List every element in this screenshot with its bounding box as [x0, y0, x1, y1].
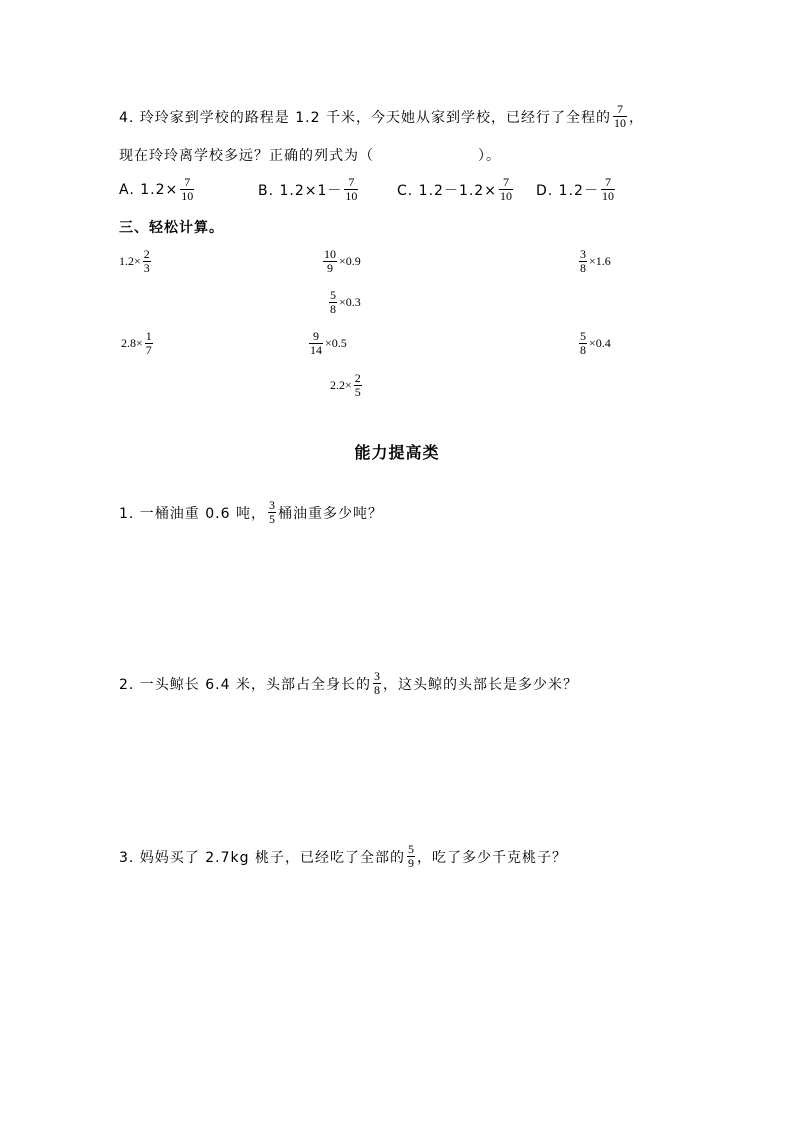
q4-option-c[interactable]: [397, 176, 515, 203]
calc-fraction: [143, 248, 151, 275]
fraction-denominator: 8: [373, 683, 380, 697]
ability-question-3: [119, 843, 567, 870]
fraction-denominator: 10: [181, 189, 194, 203]
calc-fraction: [323, 248, 337, 275]
q4-option-a[interactable]: [119, 176, 196, 203]
fraction-numerator: 2: [354, 371, 361, 385]
question-fraction: [268, 499, 276, 526]
q4-line1: [119, 103, 644, 130]
fraction-denominator: 5: [354, 385, 361, 399]
q4-option-d[interactable]: [536, 176, 617, 203]
question-text-end: ，这头鲸的头部长是多少米？: [382, 676, 578, 693]
fraction-denominator: 5: [268, 512, 275, 526]
fraction-denominator: 8: [330, 302, 336, 316]
calc-item-3: [577, 248, 611, 275]
option-fraction: [344, 176, 358, 203]
fraction-numerator: 9: [313, 329, 319, 343]
option-label: D. 1.2－: [536, 182, 599, 199]
option-fraction: [601, 176, 615, 203]
fraction-denominator: 10: [345, 189, 358, 203]
fraction-numerator: 5: [407, 842, 414, 856]
fraction-numerator: 2: [143, 247, 150, 261]
calc-fraction: [309, 330, 323, 357]
calc-prefix: 1.2×: [119, 254, 141, 268]
option-label: C. 1.2－1.2×: [397, 182, 497, 199]
q4-line1-text: 4. 玲玲家到学校的路程是 1.2 千米，今天她从家到学校，已经行了全程的: [119, 109, 611, 126]
question-text: 3. 妈妈买了 2.7kg 桃子，已经吃了全部的: [119, 849, 405, 866]
fraction-denominator: 10: [613, 116, 626, 130]
question-text-end: 桶油重多少吨？: [277, 505, 383, 522]
calc-fraction: [354, 372, 362, 399]
q4-line2: [119, 145, 501, 165]
option-fraction: [180, 176, 194, 203]
fraction-numerator: 1: [145, 329, 152, 343]
calc-fraction: [329, 289, 337, 316]
fraction-numerator: 7: [184, 175, 191, 189]
question-fraction: [407, 843, 415, 870]
calc-suffix: ×1.6: [589, 254, 611, 268]
fraction-denominator: 3: [143, 261, 150, 275]
fraction-denominator: 8: [580, 261, 586, 275]
fraction-denominator: 8: [580, 343, 586, 357]
calc-suffix: ×0.3: [339, 295, 361, 309]
ability-question-1: [119, 499, 383, 526]
fraction-denominator: 7: [145, 343, 152, 357]
fraction-numerator: 3: [580, 247, 586, 261]
calc-item-6: [307, 330, 347, 357]
calc-item-7: [577, 330, 611, 357]
section3-heading: 三、轻松计算。: [119, 220, 224, 236]
calc-fraction: [579, 330, 587, 357]
calc-item-2: [321, 248, 361, 275]
calc-item-4: [327, 289, 361, 316]
ability-title-row: [0, 440, 794, 463]
fraction-numerator: 5: [330, 288, 336, 302]
calc-suffix: ×0.9: [339, 254, 361, 268]
fraction-numerator: 7: [348, 175, 355, 189]
fraction-numerator: 3: [268, 498, 275, 512]
fraction-denominator: 14: [310, 343, 322, 357]
question-text-end: ，吃了多少千克桃子？: [416, 849, 567, 866]
fraction-denominator: 9: [327, 261, 333, 275]
option-label: A. 1.2×: [119, 181, 179, 198]
q4-option-b[interactable]: [258, 176, 360, 203]
fraction-denominator: 10: [499, 189, 512, 203]
option-fraction: [499, 176, 513, 203]
question-fraction: [373, 670, 381, 697]
fraction-denominator: 10: [601, 189, 614, 203]
calc-fraction: [579, 248, 587, 275]
calc-suffix: ×0.4: [589, 336, 611, 350]
option-label: B. 1.2×1－: [258, 182, 343, 199]
fraction-numerator: 5: [580, 329, 586, 343]
calc-suffix: ×0.5: [325, 336, 347, 350]
question-text: 1. 一桶油重 0.6 吨，: [119, 505, 266, 522]
fraction-denominator: 9: [407, 856, 414, 870]
calc-prefix: 2.2×: [330, 378, 352, 392]
q4-line2-text: 现在玲玲离学校多远？正确的列式为（: [119, 148, 374, 164]
calc-item-5: [121, 330, 155, 357]
q4-line2-end: ）。: [478, 148, 501, 164]
question-text: 2. 一头鲸长 6.4 米，头部占全身长的: [119, 676, 371, 693]
q4-fraction: [613, 103, 627, 130]
ability-title: 能力提高类: [354, 443, 440, 462]
calc-item-1: [119, 248, 153, 275]
fraction-numerator: 10: [324, 247, 336, 261]
ability-question-2: [119, 670, 578, 697]
fraction-numerator: 3: [373, 669, 380, 683]
fraction-numerator: 7: [616, 102, 623, 116]
fraction-numerator: 7: [604, 175, 611, 189]
calc-fraction: [145, 330, 153, 357]
calc-item-8: [330, 372, 364, 399]
calc-prefix: 2.8×: [121, 336, 143, 350]
fraction-numerator: 7: [502, 175, 509, 189]
q4-line1-end: ，: [628, 109, 644, 126]
